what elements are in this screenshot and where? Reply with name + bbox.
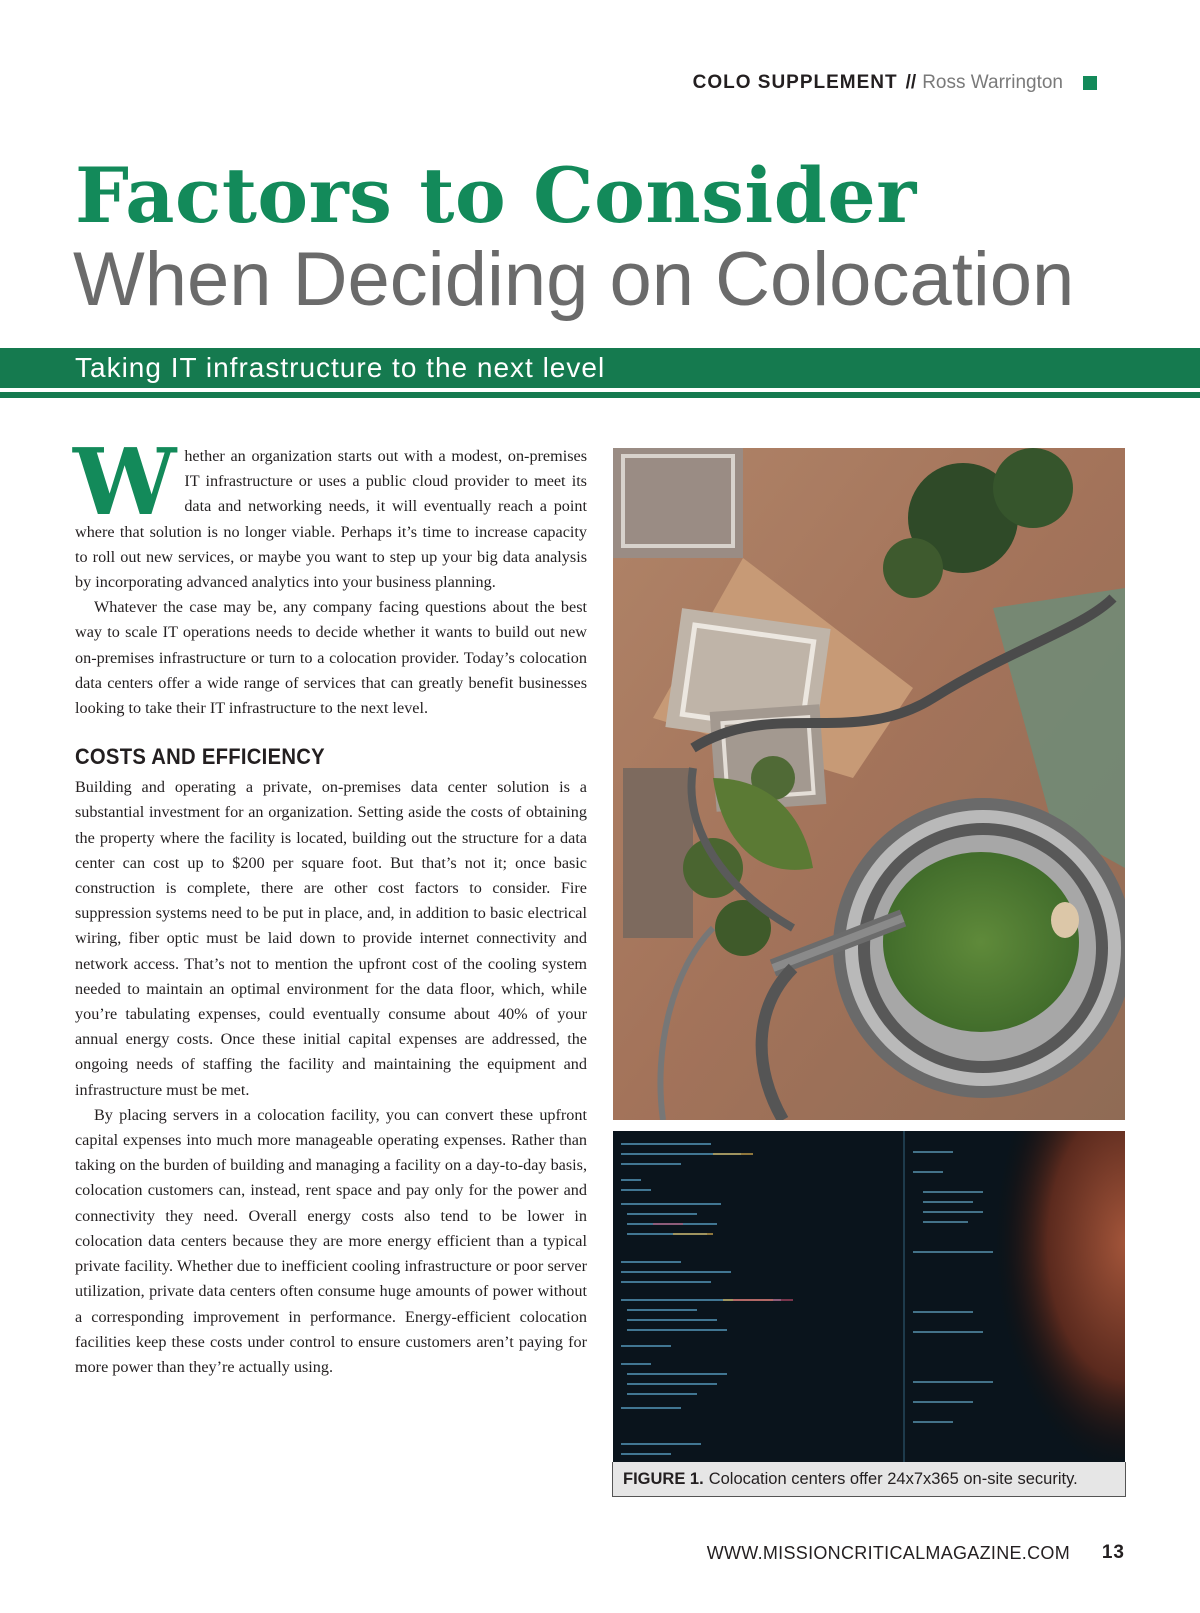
article-title: Factors to Consider (75, 151, 917, 240)
deck-banner (0, 348, 1200, 388)
author-name: Ross Warrington (922, 72, 1063, 93)
figure-caption-text: Colocation centers offer 24x7x365 on-site security. (708, 1470, 1078, 1488)
code-screen-photo (613, 1131, 1125, 1463)
section-heading: COSTS AND EFFICIENCY (75, 744, 325, 770)
aerial-photo-illustration (613, 448, 1125, 1120)
code-screen-illustration (613, 1131, 1125, 1463)
article-subtitle: When Deciding on Colocation (73, 237, 1075, 322)
body-paragraph: Building and operating a private, on-premises data center solution is a substantial investment for an organization. Setting aside the costs of obtaining the property where the facility is located, building out the structure for a data center can cost up to $200 per square foot. But that’s not it; once basic construction is complete, there are other cost factors to consider. Fire suppression systems need to be put in place, and, in addition to basic electrical wiring, fiber optic must be laid down to provide internet connectivity and network access. That’s not to mention the upfront cost of the cooling system needed to maintain an optimal environment for the data floor, which, while you’re tabulating expenses, could eventually consume about 40% of your annual energy costs. Once these initial capital expenses are addressed, the ongoing needs of staffing the facility and maintaining the equipment and infrastructure must be met. (75, 778, 587, 1099)
figure-caption (612, 1462, 1126, 1497)
body-paragraph: Whatever the case may be, any company facing questions about the best way to scale IT operations needs to decide whether it wants to build out new on-premises infrastructure or turn to a colocation provider. Today’s colocation data centers offer a wide range of services that can greatly benefit businesses looking to take their IT infrastructure to the next level. (75, 598, 587, 718)
deck-text: Taking IT infrastructure to the next level (75, 352, 606, 383)
figure-label: FIGURE 1. (623, 1470, 704, 1488)
intro-paragraph: hether an organization starts out with a modest, on-premises IT infrastructure or uses a public cloud provider to meet its data and networking needs, it will eventually reach a point where that solution is no longer viable. Perhaps it’s time to increase capacity to roll out new services, or maybe you want to step up your big data analysis by incorporating advanced analytics into your business planning. (75, 447, 587, 592)
green-square-marker (1083, 76, 1097, 90)
section-label: COLO SUPPLEMENT (692, 72, 898, 93)
footer-url: WWW.MISSIONCRITICALMAGAZINE.COM (706, 1543, 1070, 1563)
drop-cap: W (73, 428, 177, 536)
page-number: 13 (1101, 1542, 1125, 1563)
aerial-photo (613, 448, 1125, 1120)
body-paragraph: By placing servers in a colocation facility, you can convert these upfront capital expenses into much more manageable operating expenses. Rather than taking on the burden of building and managing a facility on a day-to-day basis, colocation customers can, instead, rent space and pay only for the power and connectivity they need. Overall energy costs also tend to be lower in colocation data centers because they are more energy efficient than a typical private facility. Whether due to inefficient cooling infrastructure or poor server utilization, private data centers often consume huge amounts of power without a corresponding improvement in performance. Energy-efficient colocation facilities keep these costs under control to ensure customers aren’t paying for more power than they’re actually using. (75, 1105, 587, 1376)
intro-paragraph-wrap (73, 428, 587, 595)
running-header (693, 70, 1097, 96)
header-separator: // (905, 72, 917, 93)
banner-rule (0, 392, 1200, 398)
article-body (73, 428, 587, 1380)
